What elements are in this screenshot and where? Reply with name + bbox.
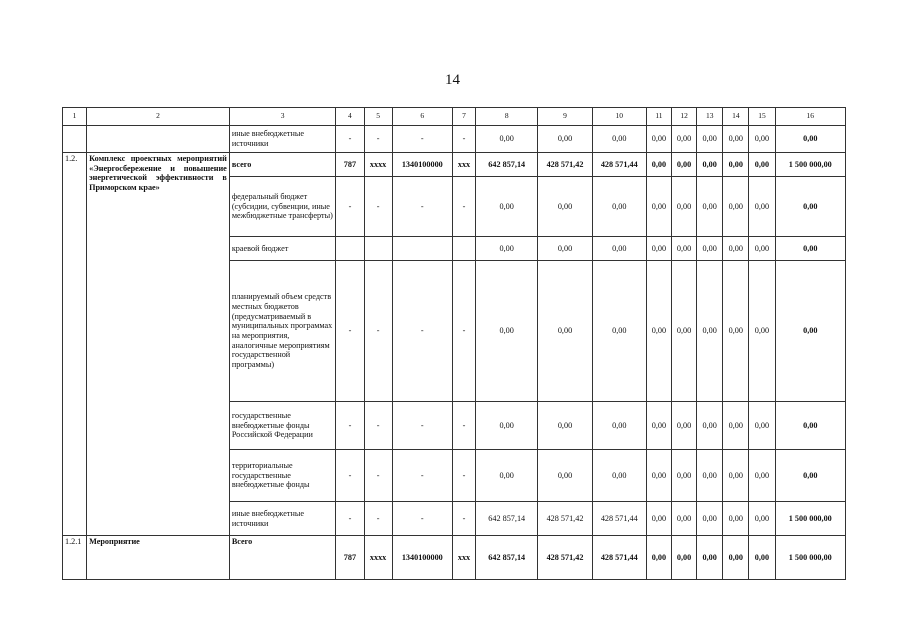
value-cell: [364, 237, 392, 261]
value-cell: -: [336, 177, 364, 237]
value-cell: 0,00: [646, 402, 671, 450]
value-cell: -: [364, 450, 392, 502]
name-cell: [87, 126, 230, 153]
value-cell: -: [336, 450, 364, 502]
value-cell: 0,00: [697, 126, 723, 153]
table-row: [63, 153, 846, 177]
row-number-cell: 1.2.: [63, 153, 87, 536]
value-cell: 0,00: [749, 177, 775, 237]
total-cell: 1 500 000,00: [775, 153, 845, 177]
table-row: [63, 536, 846, 580]
value-cell: 0,00: [697, 450, 723, 502]
value-cell: 0,00: [476, 177, 538, 237]
value-cell: -: [392, 402, 452, 450]
value-cell: 0,00: [538, 177, 592, 237]
value-cell: -: [392, 502, 452, 536]
column-header: 15: [749, 108, 775, 126]
column-header: 2: [87, 108, 230, 126]
value-cell: 428 571,44: [592, 502, 646, 536]
value-cell: 0,00: [646, 450, 671, 502]
value-cell: 0,00: [476, 237, 538, 261]
value-cell: -: [364, 126, 392, 153]
value-cell: 0,00: [697, 502, 723, 536]
value-cell: 0,00: [723, 261, 749, 402]
column-header: 8: [476, 108, 538, 126]
value-cell: -: [364, 261, 392, 402]
column-header: 13: [697, 108, 723, 126]
source-cell: иные внебюджетные источники: [229, 126, 336, 153]
value-cell: 0,00: [723, 502, 749, 536]
value-cell: 0,00: [749, 536, 775, 580]
value-cell: 0,00: [672, 153, 697, 177]
value-cell: 0,00: [646, 153, 671, 177]
value-cell: 0,00: [646, 237, 671, 261]
value-cell: [392, 237, 452, 261]
total-cell: 1 500 000,00: [775, 536, 845, 580]
value-cell: 428 571,42: [538, 153, 592, 177]
page-number: 14: [445, 72, 460, 88]
value-cell: 0,00: [538, 237, 592, 261]
value-cell: 642 857,14: [476, 536, 538, 580]
activity-name-cell: Мероприятие: [87, 536, 230, 580]
value-cell: 0,00: [592, 261, 646, 402]
value-cell: 0,00: [749, 450, 775, 502]
value-cell: 0,00: [476, 126, 538, 153]
value-cell: 0,00: [592, 177, 646, 237]
value-cell: 0,00: [749, 126, 775, 153]
value-cell: 0,00: [672, 502, 697, 536]
column-header: 1: [63, 108, 87, 126]
value-cell: 787: [336, 153, 364, 177]
value-cell: 0,00: [723, 126, 749, 153]
value-cell: 0,00: [749, 153, 775, 177]
row-number-cell: 1.2.1: [63, 536, 87, 580]
total-cell: 0,00: [775, 126, 845, 153]
value-cell: 0,00: [538, 126, 592, 153]
column-header: 16: [775, 108, 845, 126]
column-header: 3: [229, 108, 336, 126]
value-cell: 428 571,42: [538, 502, 592, 536]
value-cell: [452, 237, 475, 261]
source-cell: федеральный бюджет (субсидии, субвенции, иные межбюджетные трансферты): [229, 177, 336, 237]
value-cell: -: [364, 502, 392, 536]
value-cell: 0,00: [538, 450, 592, 502]
value-cell: 0,00: [723, 450, 749, 502]
total-cell: 0,00: [775, 237, 845, 261]
column-header-row: [63, 108, 846, 126]
column-header: 12: [672, 108, 697, 126]
source-cell: иные внебюджетные источники: [229, 502, 336, 536]
value-cell: 642 857,14: [476, 153, 538, 177]
value-cell: 787: [336, 536, 364, 580]
value-cell: 0,00: [592, 450, 646, 502]
value-cell: 428 571,44: [592, 536, 646, 580]
source-cell: планируемый объем средств местных бюджетов (предусматриваемый в муниципальных программах на мероприятия, аналогичные мероприятиям государственной программы): [229, 261, 336, 402]
value-cell: 0,00: [476, 261, 538, 402]
value-cell: 0,00: [538, 402, 592, 450]
total-cell: 0,00: [775, 177, 845, 237]
value-cell: -: [364, 177, 392, 237]
value-cell: ххх: [452, 153, 475, 177]
value-cell: -: [392, 261, 452, 402]
value-cell: -: [336, 126, 364, 153]
value-cell: -: [336, 261, 364, 402]
value-cell: 0,00: [723, 153, 749, 177]
value-cell: 0,00: [672, 536, 697, 580]
column-header: 5: [364, 108, 392, 126]
value-cell: -: [392, 450, 452, 502]
value-cell: 0,00: [723, 177, 749, 237]
value-cell: 0,00: [697, 153, 723, 177]
value-cell: 0,00: [592, 237, 646, 261]
value-cell: -: [452, 402, 475, 450]
value-cell: -: [452, 502, 475, 536]
value-cell: 0,00: [646, 261, 671, 402]
source-cell: государственные внебюджетные фонды Российской Федерации: [229, 402, 336, 450]
value-cell: 0,00: [697, 237, 723, 261]
column-header: 6: [392, 108, 452, 126]
value-cell: -: [452, 177, 475, 237]
value-cell: 1340100000: [392, 153, 452, 177]
value-cell: 0,00: [723, 237, 749, 261]
value-cell: 0,00: [749, 261, 775, 402]
source-cell: территориальные государственные внебюджетные фонды: [229, 450, 336, 502]
source-cell: Всего: [229, 536, 336, 580]
value-cell: 0,00: [672, 237, 697, 261]
value-cell: -: [336, 502, 364, 536]
value-cell: 0,00: [697, 261, 723, 402]
value-cell: -: [452, 261, 475, 402]
value-cell: 0,00: [476, 450, 538, 502]
value-cell: ххх: [452, 536, 475, 580]
value-cell: 428 571,42: [538, 536, 592, 580]
value-cell: 0,00: [672, 402, 697, 450]
value-cell: 0,00: [538, 261, 592, 402]
budget-table: [62, 107, 846, 580]
value-cell: 0,00: [723, 536, 749, 580]
value-cell: 642 857,14: [476, 502, 538, 536]
value-cell: 0,00: [749, 402, 775, 450]
total-cell: 1 500 000,00: [775, 502, 845, 536]
column-header: 9: [538, 108, 592, 126]
column-header: 7: [452, 108, 475, 126]
value-cell: 0,00: [592, 402, 646, 450]
value-cell: -: [364, 402, 392, 450]
value-cell: -: [452, 450, 475, 502]
value-cell: 0,00: [749, 502, 775, 536]
total-cell: 0,00: [775, 261, 845, 402]
value-cell: 0,00: [697, 536, 723, 580]
value-cell: 0,00: [697, 402, 723, 450]
value-cell: 0,00: [646, 177, 671, 237]
total-cell: 0,00: [775, 450, 845, 502]
column-header: 4: [336, 108, 364, 126]
value-cell: 0,00: [697, 177, 723, 237]
column-header: 11: [646, 108, 671, 126]
value-cell: 0,00: [592, 126, 646, 153]
value-cell: хххх: [364, 153, 392, 177]
value-cell: 428 571,44: [592, 153, 646, 177]
column-header: 14: [723, 108, 749, 126]
value-cell: 0,00: [749, 237, 775, 261]
value-cell: 0,00: [672, 261, 697, 402]
column-header: 10: [592, 108, 646, 126]
table-row: [63, 126, 846, 153]
value-cell: -: [392, 126, 452, 153]
value-cell: 1340100000: [392, 536, 452, 580]
value-cell: 0,00: [672, 126, 697, 153]
value-cell: [336, 237, 364, 261]
total-cell: 0,00: [775, 402, 845, 450]
activity-name-cell: Комплекс проектных мероприятий «Энергосбережение и повышение энергетической эффективности в Приморском крае»: [87, 153, 230, 536]
value-cell: хххх: [364, 536, 392, 580]
source-cell: всего: [229, 153, 336, 177]
value-cell: -: [392, 177, 452, 237]
row-number-cell: [63, 126, 87, 153]
value-cell: 0,00: [672, 450, 697, 502]
source-cell: краевой бюджет: [229, 237, 336, 261]
value-cell: 0,00: [672, 177, 697, 237]
value-cell: 0,00: [646, 536, 671, 580]
value-cell: -: [452, 126, 475, 153]
value-cell: 0,00: [723, 402, 749, 450]
value-cell: -: [336, 402, 364, 450]
value-cell: 0,00: [476, 402, 538, 450]
value-cell: 0,00: [646, 126, 671, 153]
value-cell: 0,00: [646, 502, 671, 536]
